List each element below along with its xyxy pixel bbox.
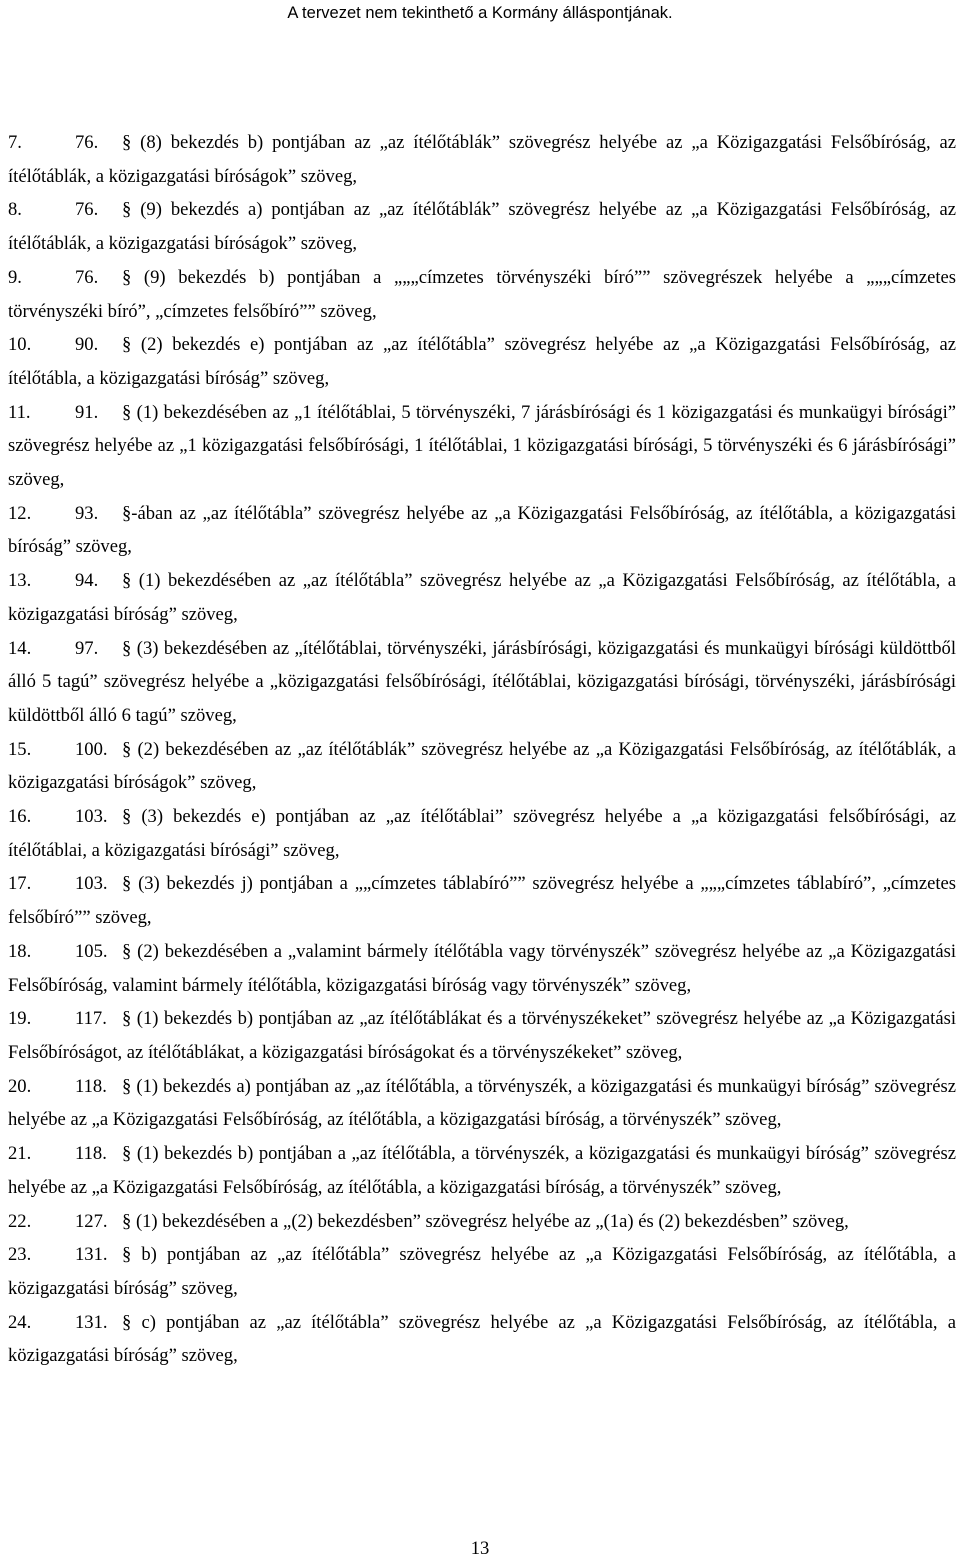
item-number: 20. bbox=[8, 1075, 32, 1097]
list-item bbox=[8, 126, 956, 193]
item-number: 7. bbox=[8, 132, 22, 153]
item-number: 17. bbox=[8, 873, 32, 895]
list-item bbox=[8, 328, 956, 395]
item-number: 11. bbox=[8, 401, 31, 423]
item-number: 22. bbox=[8, 1210, 32, 1232]
item-number: 16. bbox=[8, 806, 32, 828]
paragraph-number: 131. bbox=[75, 1244, 108, 1266]
paragraph-number: 131. bbox=[75, 1311, 108, 1333]
item-number: 13. bbox=[8, 570, 32, 592]
item-text: § c) pontjában az „az ítélőtábla” szövegrész helyébe az „a Közigazgatási Felsőbíróság, az ítélőtábla, a közigazgatási bíróság” szöveg, bbox=[8, 1311, 956, 1367]
paragraph-number: 76. bbox=[75, 266, 99, 288]
item-text: § (1) bekezdésében a „(2) bekezdésben” szövegrész helyébe az „(1a) és (2) bekezdésben” szöveg, bbox=[122, 1210, 849, 1232]
item-text: § (9) bekezdés b) pontjában a „„„címzetes törvényszéki bíró”” szövegrészek helyébe a „„„címzetes törvényszéki bíró”, „címzetes felsőbíró”” szöveg, bbox=[8, 266, 956, 322]
list-item bbox=[8, 733, 956, 800]
item-number: 12. bbox=[8, 502, 32, 524]
item-text: § (1) bekezdésében az „1 ítélőtáblai, 5 törvényszéki, 7 járásbírósági és 1 közigazgatási és munkaügyi bírósági” szövegrész helyébe az „1 közigazgatási felsőbírósági, 1 ítélőtáblai, 1 közigazgatási bírósági, 5 törvényszéki és 6 járásbírósági” szöveg, bbox=[8, 401, 956, 491]
item-number: 9. bbox=[8, 266, 22, 288]
paragraph-number: 117. bbox=[75, 1008, 107, 1030]
item-text: §-ában az „az ítélőtábla” szövegrész helyébe az „a Közigazgatási Felsőbíróság, az ítélőtábla, a közigazgatási bíróság” szöveg, bbox=[8, 502, 956, 558]
amendment-list bbox=[8, 126, 956, 1373]
item-text: § (2) bekezdésében az „az ítélőtáblák” szövegrész helyébe az „a Közigazgatási Felsőbíróság, az ítélőtáblák, a közigazgatási bíróságok” szöveg, bbox=[8, 738, 956, 794]
paragraph-number: 103. bbox=[75, 806, 108, 828]
item-text: § (1) bekezdés a) pontjában az „az ítélőtábla, a törvényszék, a közigazgatási és munkaügyi bíróság” szövegrész helyébe az „a Közigazgatási Felsőbíróság, az ítélőtábla, a közigazgatási bíróság, a törvényszék” szöveg, bbox=[8, 1075, 956, 1131]
item-number: 18. bbox=[8, 940, 32, 962]
item-number: 15. bbox=[8, 738, 32, 760]
item-number: 21. bbox=[8, 1143, 32, 1165]
paragraph-number: 90. bbox=[75, 334, 99, 356]
list-item bbox=[8, 632, 956, 733]
item-text: § (2) bekezdés e) pontjában az „az ítélőtábla” szövegrész helyébe az „a Közigazgatási Felsőbíróság, az ítélőtábla, a közigazgatási bíróság” szöveg, bbox=[8, 334, 956, 389]
paragraph-number: 76. bbox=[75, 132, 99, 153]
paragraph-number: 100. bbox=[75, 738, 108, 760]
header-note: A tervezet nem tekinthető a Kormány álláspontjának. bbox=[287, 4, 673, 22]
paragraph-number: 93. bbox=[75, 502, 99, 524]
item-number: 23. bbox=[8, 1244, 32, 1266]
paragraph-number: 76. bbox=[75, 199, 99, 221]
list-item bbox=[8, 497, 956, 564]
item-number: 24. bbox=[8, 1311, 32, 1333]
paragraph-number: 103. bbox=[75, 873, 108, 895]
item-number: 8. bbox=[8, 199, 22, 221]
item-text: § b) pontjában az „az ítélőtábla” szövegrész helyébe az „a Közigazgatási Felsőbíróság, az ítélőtábla, a közigazgatási bíróság” szöveg, bbox=[8, 1244, 956, 1299]
item-number: 19. bbox=[8, 1008, 32, 1030]
list-item bbox=[8, 935, 956, 1002]
list-item bbox=[8, 867, 956, 934]
item-text: § (3) bekezdés e) pontjában az „az ítélőtáblai” szövegrész helyébe a „a közigazgatási felsőbírósági, az ítélőtáblai, a közigazgatási bírósági” szöveg, bbox=[8, 806, 956, 861]
list-item bbox=[8, 1002, 956, 1069]
item-text: § (3) bekezdésében az „ítélőtáblai, törvényszéki, járásbírósági, közigazgatási és munkaügyi bírósági küldöttből álló 5 tagú” szövegrész helyébe a „közigazgatási felsőbírósági, ítélőtáblai, közigazgatási bírósági, törvényszéki, járásbírósági küldöttből álló 6 tagú” szöveg, bbox=[8, 637, 956, 726]
item-text: § (8) bekezdés b) pontjában az „az ítélőtáblák” szövegrész helyébe az „a Közigazgatási Felsőbíróság, az ítélőtáblák, a közigazgatási bíróságok” szöveg, bbox=[8, 132, 956, 187]
list-item bbox=[8, 1205, 956, 1239]
paragraph-number: 94. bbox=[75, 570, 99, 592]
list-item bbox=[8, 1070, 956, 1137]
item-number: 14. bbox=[8, 637, 32, 659]
paragraph-number: 118. bbox=[75, 1075, 107, 1097]
item-text: § (3) bekezdés j) pontjában a „„címzetes táblabíró”” szövegrész helyébe a „„„címzetes táblabíró”, „címzetes felsőbíró”” szöveg, bbox=[8, 873, 956, 929]
item-text: § (9) bekezdés a) pontjában az „az ítélőtáblák” szövegrész helyébe az „a Közigazgatási Felsőbíróság, az ítélőtáblák, a közigazgatási bíróságok” szöveg, bbox=[8, 199, 956, 255]
list-item bbox=[8, 396, 956, 497]
page-number: 13 bbox=[470, 1538, 490, 1559]
paragraph-number: 127. bbox=[75, 1210, 108, 1232]
list-item bbox=[8, 193, 956, 260]
item-text: § (1) bekezdés b) pontjában a „az ítélőtábla, a törvényszék, a közigazgatási és munkaügyi bíróság” szövegrész helyébe az „a Közigazgatási Felsőbíróság, az ítélőtábla, a közigazgatási bíróság, a törvényszék” szöveg, bbox=[8, 1143, 956, 1198]
paragraph-number: 118. bbox=[75, 1143, 107, 1165]
paragraph-number: 97. bbox=[75, 637, 99, 659]
list-item bbox=[8, 261, 956, 328]
list-item bbox=[8, 1238, 956, 1305]
paragraph-number: 91. bbox=[75, 401, 99, 423]
item-number: 10. bbox=[8, 334, 32, 356]
paragraph-number: 105. bbox=[75, 940, 108, 962]
list-item bbox=[8, 1137, 956, 1204]
item-text: § (2) bekezdésében a „valamint bármely ítélőtábla vagy törvényszék” szövegrész helyébe az „a Közigazgatási Felsőbíróság, valamint bármely ítélőtábla, közigazgatási bíróság vagy törvényszék” szöveg, bbox=[8, 940, 956, 996]
item-text: § (1) bekezdés b) pontjában az „az ítélőtáblákat és a törvényszékeket” szövegrész helyébe az „a Közigazgatási Felsőbíróságot, az ítélőtáblákat, a közigazgatási bíróságokat és a törvényszékeket” szöveg, bbox=[8, 1008, 956, 1063]
list-item bbox=[8, 800, 956, 867]
list-item bbox=[8, 1306, 956, 1373]
item-text: § (1) bekezdésében az „az ítélőtábla” szövegrész helyébe az „a Közigazgatási Felsőbíróság, az ítélőtábla, a közigazgatási bíróság” szöveg, bbox=[8, 570, 956, 625]
list-item bbox=[8, 564, 956, 631]
